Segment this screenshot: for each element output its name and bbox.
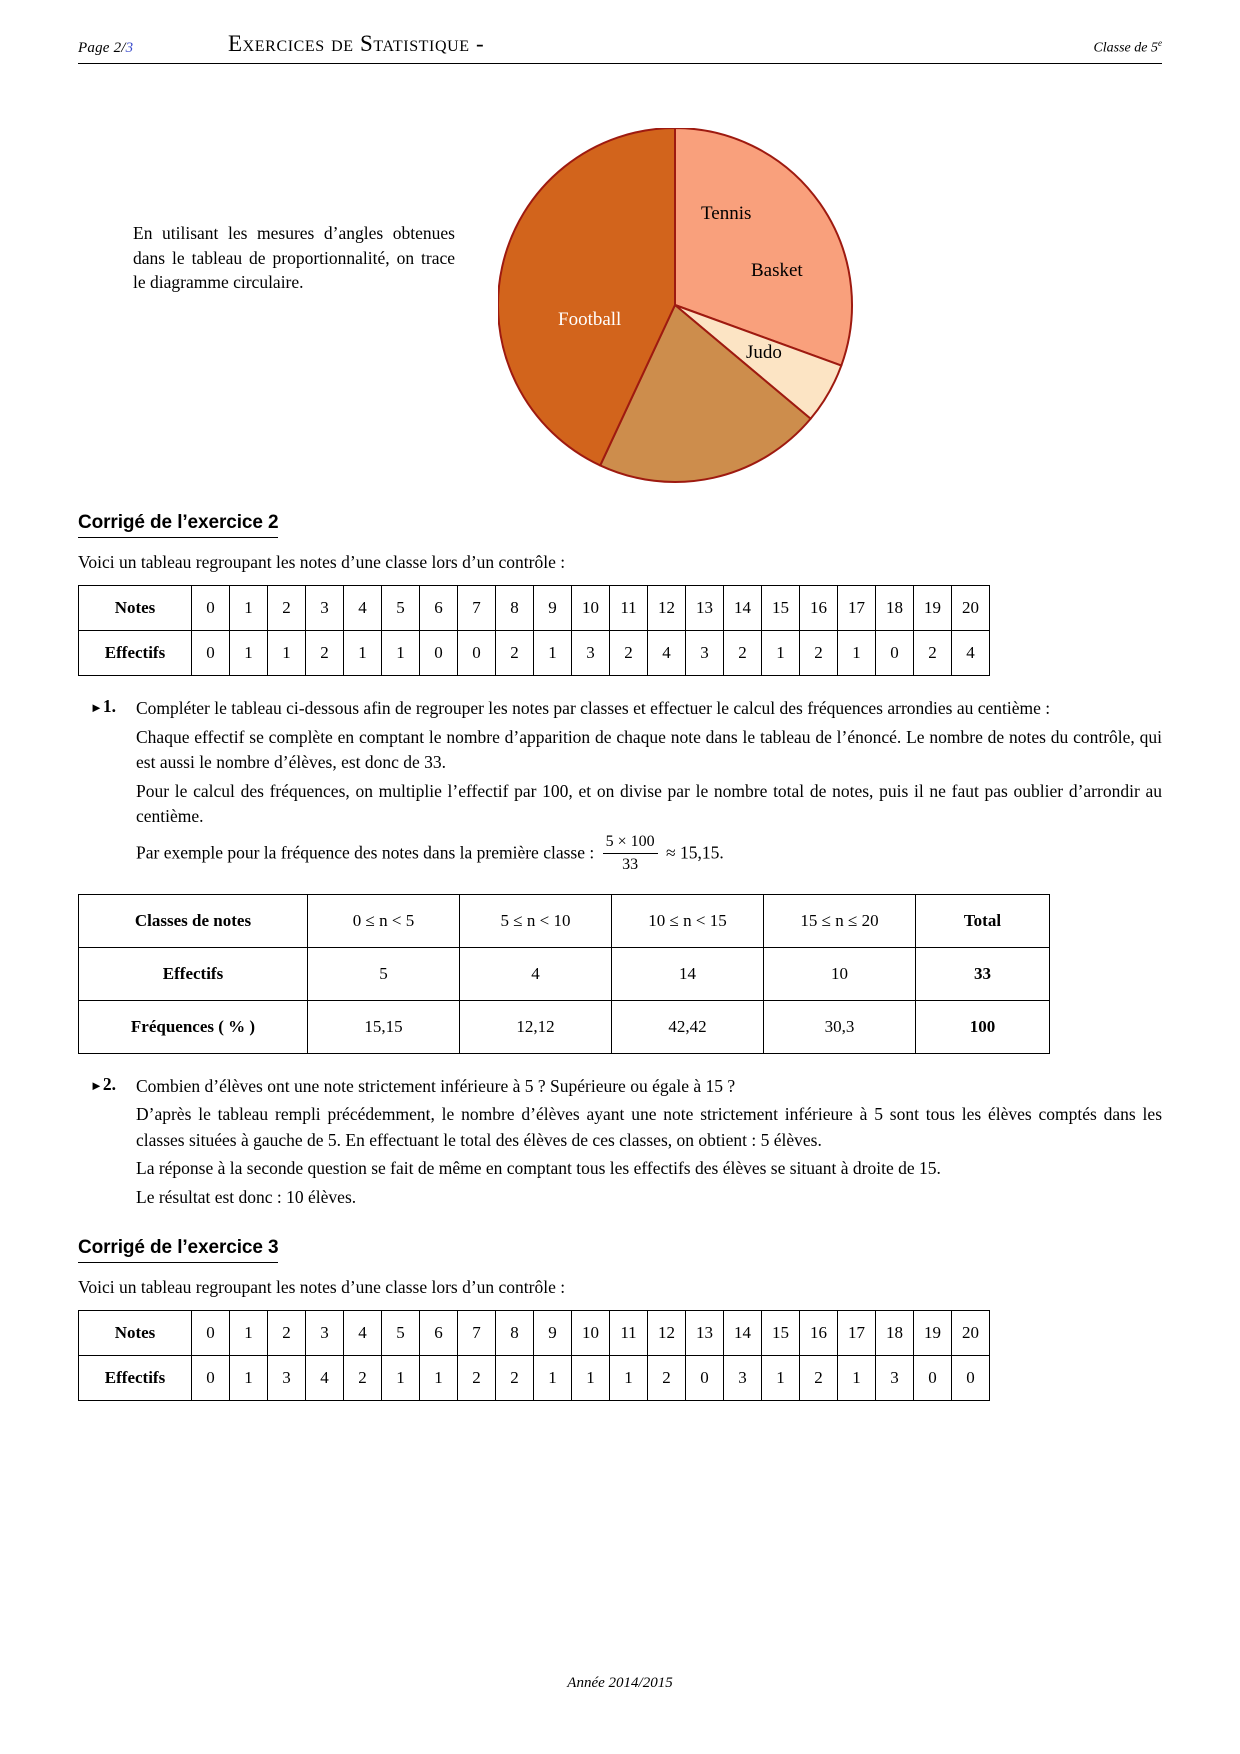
notes-cell: 20 — [952, 586, 990, 631]
notes-cell: 16 — [800, 586, 838, 631]
pie-slice-label-tennis: Tennis — [701, 202, 752, 224]
effectifs-cell: 2 — [306, 631, 344, 676]
exercise-2-section — [78, 512, 1162, 1211]
exercise-2-title: Corrigé de l’exercice 2 — [78, 512, 278, 538]
notes-cell: 9 — [534, 586, 572, 631]
table-row — [79, 1355, 990, 1400]
exercise-3-title: Corrigé de l’exercice 3 — [78, 1237, 278, 1263]
question-2-marker: ►2. — [90, 1073, 116, 1094]
total-column-header: Total — [916, 894, 1050, 947]
effectifs-cell: 1 — [534, 1355, 572, 1400]
frequences-row-label: Fréquences ( % ) — [79, 1000, 308, 1053]
class-label-sup: e — [1158, 38, 1162, 48]
notes-cell: 18 — [876, 1310, 914, 1355]
document-title: Exercices de Statistique - — [228, 30, 485, 56]
notes-cell: 11 — [610, 1310, 648, 1355]
effectifs-cell: 1 — [382, 1355, 420, 1400]
notes-cell: 19 — [914, 586, 952, 631]
effectifs-cell: 2 — [610, 631, 648, 676]
header-divider — [78, 63, 1162, 64]
effectifs-cell: 1 — [268, 631, 306, 676]
fraction — [603, 832, 658, 875]
intro-paragraph: En utilisant les mesures d’angles obtenues dans le tableau de proportionnalité, on trace le diagramme circulaire. — [133, 222, 455, 293]
question-2-statement: Combien d’élèves ont une note strictement inférieure à 5 ? Supérieure ou égale à 15 ? — [136, 1075, 736, 1096]
notes-cell: 20 — [952, 1310, 990, 1355]
question-1-para-2: Pour le calcul des fréquences, on multiplie l’effectif par 100, et on divise par le nombre total de notes, puis il ne faut pas oublier d’arrondir au centième. — [136, 780, 1162, 827]
notes-cell: 3 — [306, 1310, 344, 1355]
effectifs-cell: 4 — [648, 631, 686, 676]
table-row — [79, 1000, 1050, 1053]
page-header — [78, 0, 1162, 63]
notes-cell: 1 — [230, 1310, 268, 1355]
effectifs-value: 14 — [612, 947, 764, 1000]
effectifs-cell: 1 — [610, 1355, 648, 1400]
notes-cell: 6 — [420, 586, 458, 631]
notes-cell: 12 — [648, 1310, 686, 1355]
effectifs-cell: 0 — [876, 631, 914, 676]
notes-cell: 17 — [838, 1310, 876, 1355]
question-1 — [78, 696, 1162, 876]
notes-cell: 14 — [724, 586, 762, 631]
classes-row-label: Classes de notes — [79, 894, 308, 947]
pie-chart-svg — [498, 128, 858, 488]
table-row — [79, 631, 990, 676]
effectifs-cell: 2 — [496, 1355, 534, 1400]
effectifs-cell: 2 — [914, 631, 952, 676]
effectifs-value: 10 — [764, 947, 916, 1000]
effectifs-cell: 3 — [572, 631, 610, 676]
effectifs-value: 5 — [308, 947, 460, 1000]
exercise-2-intro: Voici un tableau regroupant les notes d’une classe lors d’un contrôle : — [78, 551, 566, 572]
pie-chart — [498, 128, 858, 493]
class-column-header: 0 ≤ n < 5 — [308, 894, 460, 947]
effectifs-cell: 0 — [952, 1355, 990, 1400]
notes-row-label: Notes — [79, 1310, 192, 1355]
question-1-statement: Compléter le tableau ci-dessous afin de regrouper les notes par classes et effectuer le calcul des fréquences arrondies au centième : — [136, 698, 1051, 719]
frequence-total: 100 — [916, 1000, 1050, 1053]
effectifs-cell: 2 — [800, 631, 838, 676]
notes-cell: 6 — [420, 1310, 458, 1355]
page-number-label: Page 2/ — [78, 39, 126, 56]
effectifs-total: 33 — [916, 947, 1050, 1000]
effectifs-cell: 2 — [724, 631, 762, 676]
question-2-para-1: D’après le tableau rempli précédemment, le nombre d’élèves ayant une note strictement inférieure à 5 sont tous les élèves comptés dans les classes situées à gauche de 5. En effectuant le total des élèves de ces classes, on obtient : 5 élèves. — [136, 1104, 1162, 1150]
notes-cell: 15 — [762, 586, 800, 631]
frequence-value: 30,3 — [764, 1000, 916, 1053]
effectifs-cell: 2 — [648, 1355, 686, 1400]
question-2-para-3: Le résultat est donc : 10 élèves. — [136, 1186, 357, 1207]
effectifs-cell: 0 — [914, 1355, 952, 1400]
notes-cell: 8 — [496, 1310, 534, 1355]
table-row — [79, 586, 990, 631]
notes-cell: 18 — [876, 586, 914, 631]
table-row — [79, 947, 1050, 1000]
notes-cell: 11 — [610, 586, 648, 631]
effectifs-cell: 2 — [800, 1355, 838, 1400]
effectifs-cell: 1 — [762, 631, 800, 676]
effectifs-cell: 2 — [344, 1355, 382, 1400]
notes-cell: 4 — [344, 586, 382, 631]
notes-cell: 16 — [800, 1310, 838, 1355]
notes-cell: 8 — [496, 586, 534, 631]
notes-cell: 7 — [458, 586, 496, 631]
notes-cell: 7 — [458, 1310, 496, 1355]
page-number — [78, 40, 133, 57]
effectifs-cell: 1 — [382, 631, 420, 676]
question-2-para-2: La réponse à la seconde question se fait de même en comptant tous les effectifs des élèves se situant à droite de 15. — [136, 1158, 941, 1179]
notes-cell: 13 — [686, 1310, 724, 1355]
notes-cell: 0 — [192, 1310, 230, 1355]
notes-cell: 14 — [724, 1310, 762, 1355]
effectifs-cell: 0 — [192, 631, 230, 676]
notes-cell: 2 — [268, 1310, 306, 1355]
notes-row-label: Notes — [79, 586, 192, 631]
class-label-text: Classe de 5 — [1093, 40, 1158, 56]
class-column-header: 10 ≤ n < 15 — [612, 894, 764, 947]
exercise-3-intro: Voici un tableau regroupant les notes d’une classe lors d’un contrôle : — [78, 1276, 566, 1297]
pie-slice-label-judo: Judo — [746, 341, 782, 363]
question-2 — [78, 1074, 1162, 1211]
effectifs-cell: 3 — [876, 1355, 914, 1400]
effectifs-cell: 3 — [268, 1355, 306, 1400]
effectifs-row-label: Effectifs — [79, 947, 308, 1000]
effectifs-cell: 0 — [192, 1355, 230, 1400]
pie-slice-label-football: Football — [558, 308, 622, 330]
notes-cell: 3 — [306, 586, 344, 631]
notes-cell: 10 — [572, 1310, 610, 1355]
frequence-value: 42,42 — [612, 1000, 764, 1053]
effectifs-cell: 4 — [306, 1355, 344, 1400]
table-row — [79, 1310, 990, 1355]
class-column-header: 5 ≤ n < 10 — [460, 894, 612, 947]
exercise-3-section — [78, 1237, 1162, 1401]
exercise-2-notes-table — [78, 585, 990, 676]
pie-slice-label-basket: Basket — [751, 259, 803, 281]
effectifs-cell: 1 — [838, 1355, 876, 1400]
effectifs-cell: 1 — [230, 631, 268, 676]
effectifs-cell: 3 — [686, 631, 724, 676]
frequence-value: 12,12 — [460, 1000, 612, 1053]
frequence-value: 15,15 — [308, 1000, 460, 1053]
effectifs-cell: 2 — [458, 1355, 496, 1400]
effectifs-cell: 1 — [572, 1355, 610, 1400]
effectifs-cell: 4 — [952, 631, 990, 676]
page-total: 3 — [125, 39, 134, 56]
effectifs-cell: 1 — [230, 1355, 268, 1400]
effectifs-cell: 1 — [344, 631, 382, 676]
question-1-example-result: ≈ 15,15. — [666, 842, 724, 863]
effectifs-cell: 3 — [724, 1355, 762, 1400]
notes-cell: 13 — [686, 586, 724, 631]
notes-cell: 12 — [648, 586, 686, 631]
notes-cell: 5 — [382, 1310, 420, 1355]
question-1-para-1: Chaque effectif se complète en comptant le nombre d’apparition de chaque note dans le tableau de l’énoncé. Le nombre de notes du contrôle, qui est aussi le nombre d’élèves, est donc de 33. — [136, 726, 1162, 773]
notes-cell: 2 — [268, 586, 306, 631]
fraction-numerator: 5 × 100 — [603, 832, 658, 854]
intro-and-chart-row — [78, 136, 1162, 486]
notes-cell: 10 — [572, 586, 610, 631]
notes-cell: 4 — [344, 1310, 382, 1355]
notes-cell: 5 — [382, 586, 420, 631]
effectifs-cell: 2 — [496, 631, 534, 676]
effectifs-value: 4 — [460, 947, 612, 1000]
effectifs-cell: 0 — [686, 1355, 724, 1400]
effectifs-cell: 1 — [838, 631, 876, 676]
question-1-example-text: Par exemple pour la fréquence des notes dans la première classe : — [136, 842, 595, 863]
effectifs-cell: 1 — [534, 631, 572, 676]
class-column-header: 15 ≤ n ≤ 20 — [764, 894, 916, 947]
notes-cell: 9 — [534, 1310, 572, 1355]
effectifs-row-label: Effectifs — [79, 1355, 192, 1400]
exercise-3-notes-table — [78, 1310, 990, 1401]
fraction-denominator: 33 — [622, 855, 639, 873]
question-1-marker: ►1. — [90, 696, 116, 717]
effectifs-cell: 1 — [762, 1355, 800, 1400]
effectifs-cell: 0 — [458, 631, 496, 676]
effectifs-row-label: Effectifs — [79, 631, 192, 676]
effectifs-cell: 1 — [420, 1355, 458, 1400]
classes-frequency-table — [78, 894, 1050, 1054]
notes-cell: 17 — [838, 586, 876, 631]
effectifs-cell: 0 — [420, 631, 458, 676]
notes-cell: 0 — [192, 586, 230, 631]
question-1-para-3 — [136, 833, 1162, 876]
notes-cell: 19 — [914, 1310, 952, 1355]
notes-cell: 1 — [230, 586, 268, 631]
table-row — [79, 894, 1050, 947]
class-label — [1093, 38, 1162, 57]
notes-cell: 15 — [762, 1310, 800, 1355]
page-footer: Année 2014/2015 — [567, 1675, 673, 1691]
